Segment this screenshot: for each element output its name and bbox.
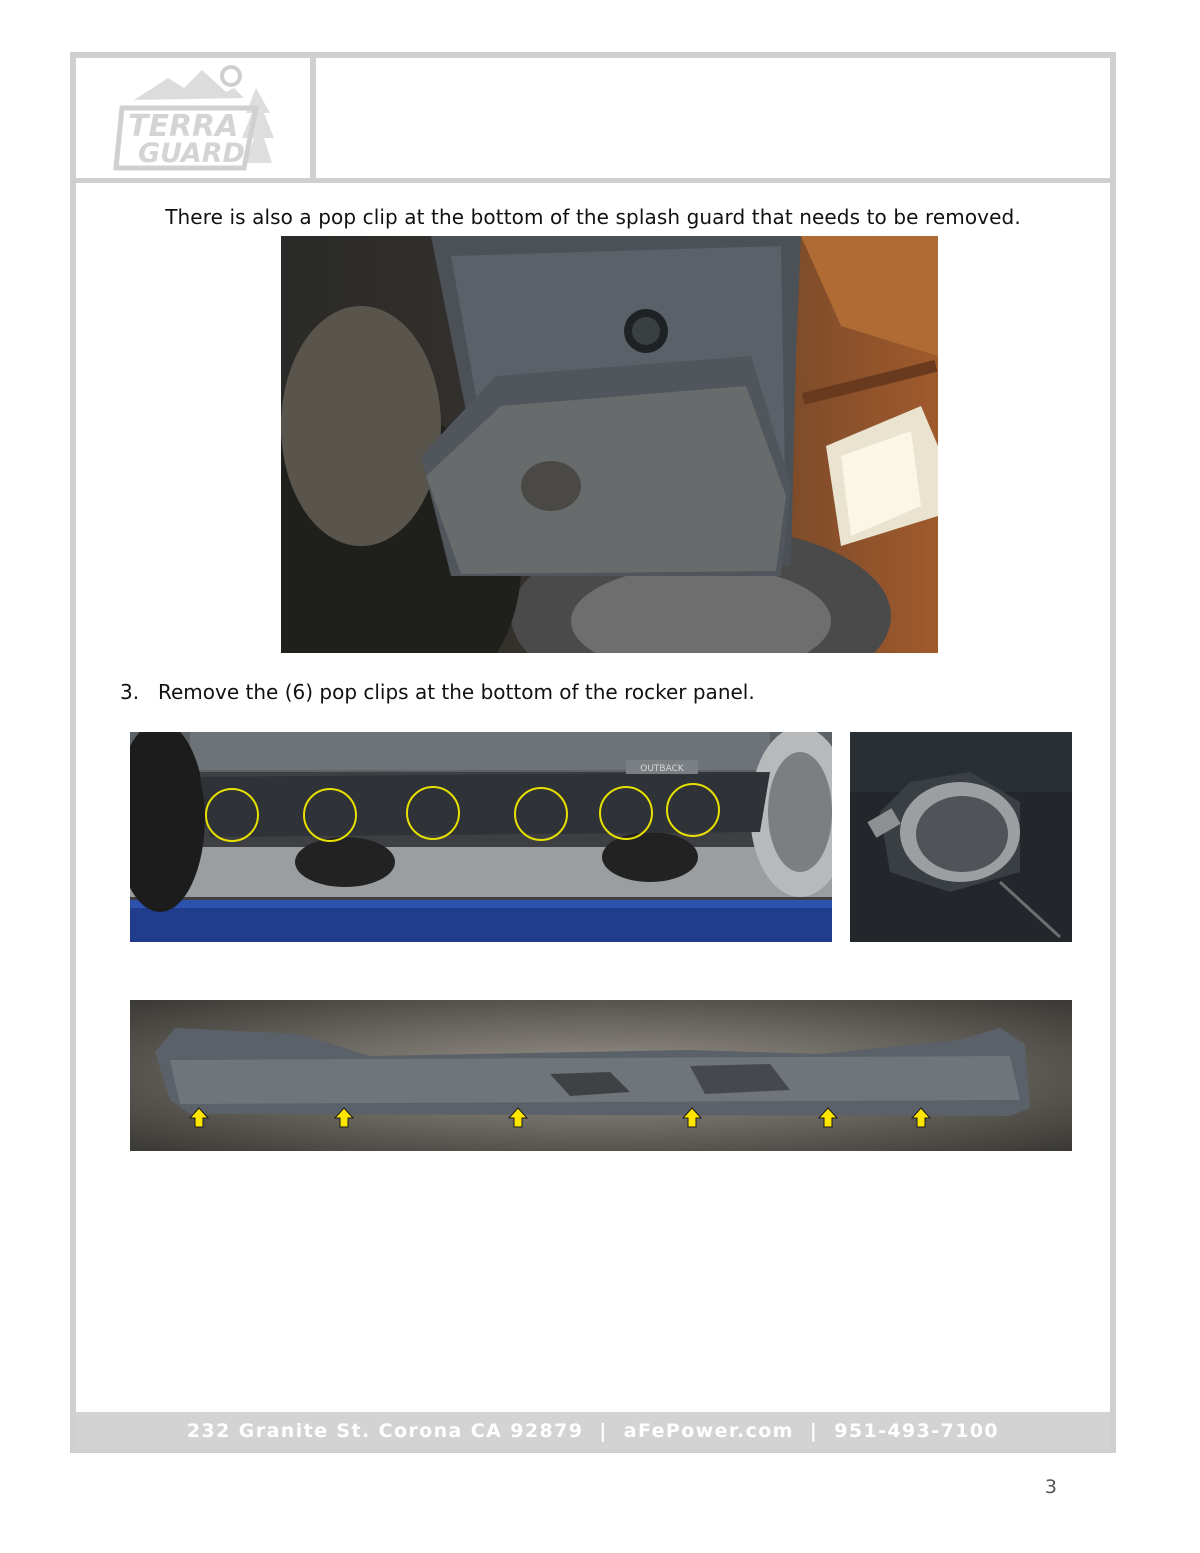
step-description: Remove the (6) pop clips at the bottom of the rocker panel. xyxy=(158,680,755,704)
clip-closeup-photo xyxy=(850,732,1072,942)
splash-guard-photo xyxy=(281,236,938,653)
page-number: 3 xyxy=(1044,1476,1057,1498)
header-divider xyxy=(310,58,316,182)
underbody-photo xyxy=(130,732,832,942)
footer-bar xyxy=(76,1412,1110,1450)
intro-text: There is also a pop clip at the bottom of the splash guard that needs to be removed. xyxy=(165,205,1021,229)
terra-guard-logo xyxy=(76,58,310,178)
logo-text: GUARD xyxy=(138,138,245,169)
footer-contact: 232 Granite St. Corona CA 92879 | aFePower.com | 951-493-7100 xyxy=(186,1420,1000,1442)
step-number: 3. xyxy=(120,680,140,704)
rocker-panel-photo xyxy=(130,1000,1072,1151)
header-divider xyxy=(76,178,1110,183)
step-3-text xyxy=(120,680,755,704)
logo-text: TERRA xyxy=(128,109,239,144)
outback-badge: OUTBACK xyxy=(640,764,684,774)
